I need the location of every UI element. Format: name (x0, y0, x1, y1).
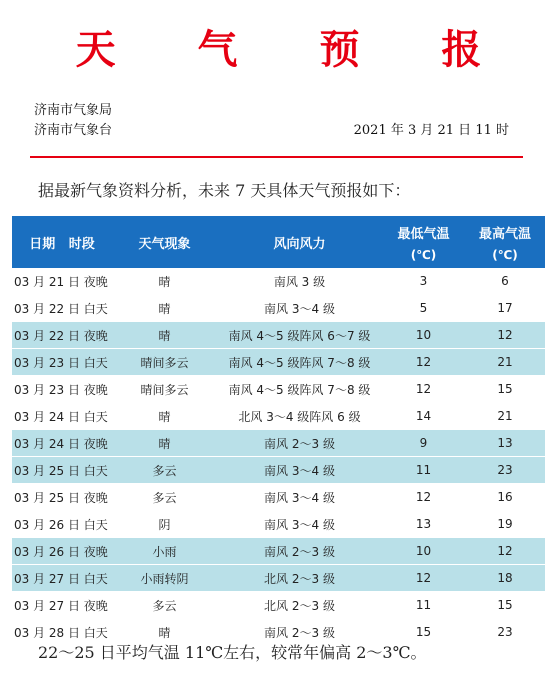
cell-wind: 南风 2～3 级 (217, 619, 382, 646)
cell-date-period: 03 月 23 日 夜晚 (12, 376, 112, 403)
cell-weather: 多云 (112, 484, 217, 511)
cell-min-temp: 12 (382, 349, 465, 376)
cell-date-period: 03 月 28 日 白天 (12, 619, 112, 646)
cell-weather: 晴 (112, 619, 217, 646)
cell-max-temp: 12 (465, 538, 545, 565)
cell-max-temp: 23 (465, 457, 545, 484)
cell-date-period: 03 月 26 日 夜晚 (12, 538, 112, 565)
col-header-date: 日期 (29, 236, 56, 252)
table-row (12, 538, 545, 565)
cell-max-temp: 12 (465, 322, 545, 349)
table-row (12, 349, 545, 376)
footer-summary: 22～25 日平均气温 11℃左右，较常年偏高 2～3℃。 (38, 643, 427, 662)
cell-wind: 南风 3～4 级 (217, 511, 382, 538)
cell-max-temp: 6 (465, 268, 545, 295)
cell-date-period: 03 月 23 日 白天 (12, 349, 112, 376)
cell-date-period: 03 月 21 日 夜晚 (12, 268, 112, 295)
table-row (12, 457, 545, 484)
cell-weather: 晴间多云 (112, 349, 217, 376)
cell-date-period: 03 月 26 日 白天 (12, 511, 112, 538)
table-row (12, 430, 545, 457)
org-line-observatory: 济南市气象台 (34, 123, 113, 138)
cell-max-temp: 21 (465, 349, 545, 376)
table-row (12, 268, 545, 295)
table-header-row (12, 216, 545, 268)
cell-min-temp: 12 (382, 484, 465, 511)
col-header-weather: 天气现象 (112, 216, 217, 268)
cell-max-temp: 15 (465, 376, 545, 403)
cell-min-temp: 5 (382, 295, 465, 322)
cell-weather: 晴 (112, 295, 217, 322)
cell-weather: 阴 (112, 511, 217, 538)
cell-wind: 南风 3～4 级 (217, 295, 382, 322)
cell-wind: 北风 3～4 级阵风 6 级 (217, 403, 382, 430)
cell-max-temp: 23 (465, 619, 545, 646)
col-header-min-unit: (℃) (410, 247, 437, 262)
cell-weather: 多云 (112, 592, 217, 619)
intro-text: 据最新气象资料分析，未来 7 天具体天气预报如下： (38, 181, 411, 200)
cell-min-temp: 9 (382, 430, 465, 457)
cell-min-temp: 12 (382, 565, 465, 592)
cell-date-period: 03 月 22 日 白天 (12, 295, 112, 322)
table-row (12, 322, 545, 349)
table-row (12, 592, 545, 619)
cell-min-temp: 3 (382, 268, 465, 295)
col-header-period: 时段 (68, 236, 95, 252)
cell-min-temp: 10 (382, 322, 465, 349)
col-header-wind: 风向风力 (217, 216, 382, 268)
table-row (12, 511, 545, 538)
col-header-min-label: 最低气温 (397, 226, 450, 242)
page-title: 天 气 预 报 (75, 26, 516, 73)
table-row (12, 484, 545, 511)
cell-min-temp: 15 (382, 619, 465, 646)
cell-date-period: 03 月 24 日 白天 (12, 403, 112, 430)
cell-min-temp: 10 (382, 538, 465, 565)
cell-weather: 小雨 (112, 538, 217, 565)
table-row (12, 403, 545, 430)
cell-wind: 南风 2～3 级 (217, 430, 382, 457)
cell-wind: 南风 3 级 (217, 268, 382, 295)
cell-wind: 南风 4～5 级阵风 7～8 级 (217, 349, 382, 376)
cell-max-temp: 13 (465, 430, 545, 457)
cell-weather: 晴 (112, 403, 217, 430)
cell-max-temp: 18 (465, 565, 545, 592)
cell-wind: 南风 3～4 级 (217, 484, 382, 511)
issue-time: 2021 年 3 月 21 日 11 时 (353, 123, 509, 138)
forecast-table (12, 216, 545, 646)
col-header-date-period (12, 216, 112, 268)
cell-weather: 小雨转阴 (112, 565, 217, 592)
cell-date-period: 03 月 22 日 夜晚 (12, 322, 112, 349)
cell-wind: 南风 2～3 级 (217, 538, 382, 565)
cell-date-period: 03 月 25 日 夜晚 (12, 484, 112, 511)
cell-weather: 多云 (112, 457, 217, 484)
cell-date-period: 03 月 27 日 夜晚 (12, 592, 112, 619)
cell-min-temp: 11 (382, 592, 465, 619)
cell-date-period: 03 月 25 日 白天 (12, 457, 112, 484)
col-header-max-temp (465, 216, 545, 268)
cell-date-period: 03 月 24 日 夜晚 (12, 430, 112, 457)
cell-wind: 南风 4～5 级阵风 7～8 级 (217, 376, 382, 403)
cell-wind: 南风 3～4 级 (217, 457, 382, 484)
cell-wind: 南风 4～5 级阵风 6～7 级 (217, 322, 382, 349)
cell-max-temp: 19 (465, 511, 545, 538)
cell-weather: 晴 (112, 430, 217, 457)
cell-wind: 北风 2～3 级 (217, 565, 382, 592)
cell-wind: 北风 2～3 级 (217, 592, 382, 619)
header-divider (30, 156, 523, 158)
cell-min-temp: 12 (382, 376, 465, 403)
cell-min-temp: 14 (382, 403, 465, 430)
table-row (12, 376, 545, 403)
cell-max-temp: 15 (465, 592, 545, 619)
cell-weather: 晴 (112, 268, 217, 295)
cell-max-temp: 21 (465, 403, 545, 430)
cell-min-temp: 13 (382, 511, 465, 538)
cell-date-period: 03 月 27 日 白天 (12, 565, 112, 592)
cell-max-temp: 17 (465, 295, 545, 322)
table-row (12, 565, 545, 592)
col-header-max-label: 最高气温 (478, 226, 531, 242)
cell-min-temp: 11 (382, 457, 465, 484)
table-row (12, 295, 545, 322)
col-header-max-unit: (℃) (492, 247, 518, 262)
cell-max-temp: 16 (465, 484, 545, 511)
org-line-bureau: 济南市气象局 (34, 103, 113, 118)
cell-weather: 晴 (112, 322, 217, 349)
cell-weather: 晴间多云 (112, 376, 217, 403)
col-header-min-temp (382, 216, 465, 268)
